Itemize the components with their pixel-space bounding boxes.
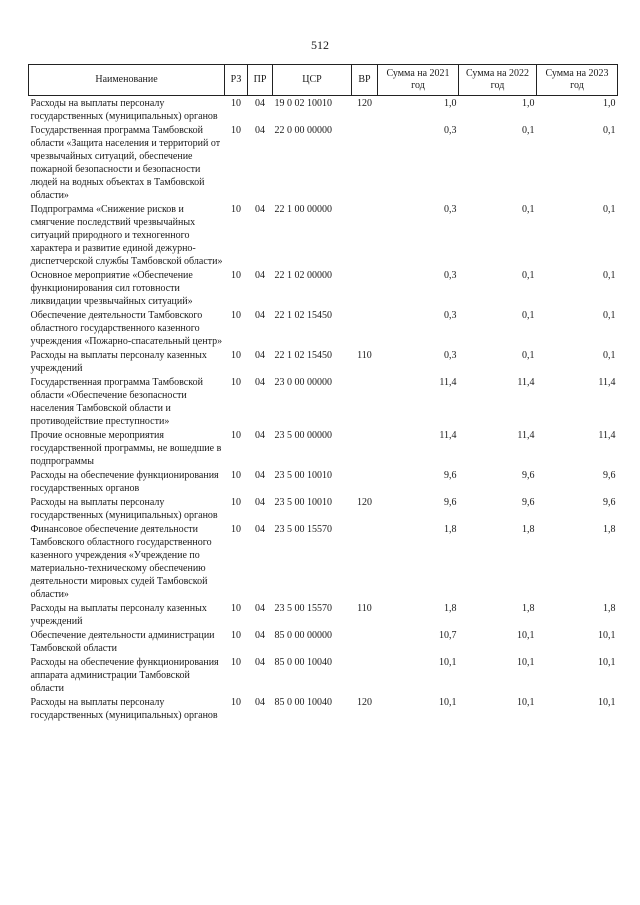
cell-sum-2021: 10,1 [439, 657, 457, 668]
cell-name: Основное мероприятие «Обеспечение функционирования сил готовности ликвидации чрезвычайных ситуаций» [30, 270, 193, 307]
cell-csr: 85 0 00 10040 [274, 657, 332, 668]
header-vr: ВР [352, 65, 378, 96]
cell-vr [352, 123, 378, 202]
cell-name: Государственная программа Тамбовской области «Обеспечение безопасности населения Тамбовской области и противодействие преступности» [30, 377, 203, 427]
header-sum-2022: Сумма на 2022 год [459, 65, 537, 96]
cell-pr: 04 [255, 204, 265, 215]
cell-name: Обеспечение деятельности администрации Тамбовской области [30, 630, 215, 654]
cell-vr [352, 522, 378, 601]
cell-sum-2021: 11,4 [439, 430, 457, 441]
cell-vr: 110 [357, 350, 372, 361]
table-row [29, 655, 618, 695]
cell-name: Подпрограмма «Снижение рисков и смягчение последствий чрезвычайных ситуаций природного и техногенного характера и развитие единой дежурно-диспетчерской службы Тамбовской области» [30, 204, 223, 267]
cell-sum-2022: 10,1 [517, 657, 535, 668]
cell-sum-2022: 9,6 [522, 497, 535, 508]
cell-rz: 10 [231, 697, 241, 708]
table-row [29, 268, 618, 308]
cell-sum-2023: 0,1 [603, 204, 616, 215]
header-pr: ПР [248, 65, 273, 96]
table-row [29, 695, 618, 722]
cell-sum-2023: 11,4 [598, 430, 616, 441]
table-row [29, 601, 618, 628]
cell-sum-2023: 0,1 [603, 350, 616, 361]
cell-rz: 10 [231, 377, 241, 388]
cell-sum-2021: 10,7 [439, 630, 457, 641]
header-sum-2021: Сумма на 2021 год [378, 65, 459, 96]
cell-pr: 04 [255, 125, 265, 136]
cell-csr: 22 0 00 00000 [274, 125, 332, 136]
cell-csr: 85 0 00 10040 [274, 697, 332, 708]
cell-vr [352, 428, 378, 468]
cell-vr [352, 202, 378, 268]
cell-sum-2021: 0,3 [444, 270, 457, 281]
cell-sum-2021: 10,1 [439, 697, 457, 708]
cell-pr: 04 [255, 98, 265, 109]
cell-csr: 22 1 00 00000 [274, 204, 332, 215]
cell-csr: 85 0 00 00000 [274, 630, 332, 641]
cell-sum-2022: 1,8 [522, 524, 535, 535]
cell-sum-2023: 0,1 [603, 125, 616, 136]
table-row [29, 495, 618, 522]
cell-vr: 120 [357, 98, 372, 109]
table-body [29, 96, 618, 723]
table-row [29, 96, 618, 124]
cell-csr: 19 0 02 10010 [274, 98, 332, 109]
cell-vr: 110 [357, 603, 372, 614]
cell-pr: 04 [255, 310, 265, 321]
cell-csr: 23 5 00 15570 [274, 603, 332, 614]
cell-sum-2022: 11,4 [517, 377, 535, 388]
table-row [29, 428, 618, 468]
cell-name: Обеспечение деятельности Тамбовского областного государственного казенного учреждения «Пожарно-спасательный центр» [30, 310, 223, 347]
cell-sum-2021: 0,3 [444, 350, 457, 361]
cell-name: Расходы на выплаты персоналу казенных учреждений [30, 603, 207, 627]
cell-sum-2022: 0,1 [522, 204, 535, 215]
cell-rz: 10 [231, 630, 241, 641]
cell-name: Расходы на выплаты персоналу государственных (муниципальных) органов [30, 98, 218, 122]
cell-sum-2022: 0,1 [522, 310, 535, 321]
cell-sum-2022: 0,1 [522, 125, 535, 136]
cell-sum-2022: 11,4 [517, 430, 535, 441]
table-row [29, 308, 618, 348]
cell-csr: 23 0 00 00000 [274, 377, 332, 388]
cell-sum-2022: 0,1 [522, 350, 535, 361]
cell-vr [352, 268, 378, 308]
cell-sum-2023: 10,1 [598, 630, 616, 641]
cell-sum-2021: 0,3 [444, 310, 457, 321]
table-row [29, 202, 618, 268]
cell-pr: 04 [255, 377, 265, 388]
cell-vr [352, 375, 378, 428]
cell-rz: 10 [231, 603, 241, 614]
table-row [29, 522, 618, 601]
cell-csr: 23 5 00 10010 [274, 497, 332, 508]
table-row [29, 123, 618, 202]
cell-csr: 22 1 02 15450 [274, 350, 332, 361]
table-row [29, 348, 618, 375]
cell-csr: 23 5 00 10010 [274, 470, 332, 481]
cell-rz: 10 [231, 204, 241, 215]
cell-sum-2022: 10,1 [517, 697, 535, 708]
cell-name: Прочие основные мероприятия государственной программы, не вошедшие в подпрограммы [30, 430, 222, 467]
cell-rz: 10 [231, 430, 241, 441]
cell-sum-2022: 1,0 [522, 98, 535, 109]
cell-pr: 04 [255, 657, 265, 668]
cell-name: Расходы на обеспечение функционирования государственных органов [30, 470, 219, 494]
cell-sum-2021: 11,4 [439, 377, 457, 388]
cell-vr: 120 [357, 497, 372, 508]
cell-sum-2021: 1,8 [444, 603, 457, 614]
cell-sum-2023: 1,8 [603, 603, 616, 614]
cell-name: Финансовое обеспечение деятельности Тамбовского областного государственного казенного учреждения «Учреждение по материально-техническому обеспечению деятельности мировых судей Тамбовской области» [30, 524, 212, 600]
cell-csr: 23 5 00 00000 [274, 430, 332, 441]
cell-pr: 04 [255, 630, 265, 641]
header-rz: РЗ [225, 65, 248, 96]
cell-csr: 22 1 02 15450 [274, 310, 332, 321]
header-name: Наименование [29, 65, 225, 96]
cell-name: Расходы на выплаты персоналу государственных (муниципальных) органов [30, 497, 218, 521]
cell-rz: 10 [231, 470, 241, 481]
cell-sum-2023: 10,1 [598, 697, 616, 708]
cell-sum-2023: 1,0 [603, 98, 616, 109]
cell-rz: 10 [231, 270, 241, 281]
cell-vr [352, 308, 378, 348]
cell-sum-2023: 1,8 [603, 524, 616, 535]
cell-sum-2021: 1,0 [444, 98, 457, 109]
cell-vr: 120 [357, 697, 372, 708]
cell-sum-2022: 9,6 [522, 470, 535, 481]
header-csr: ЦСР [273, 65, 352, 96]
cell-sum-2021: 9,6 [444, 497, 457, 508]
cell-pr: 04 [255, 430, 265, 441]
cell-sum-2023: 11,4 [598, 377, 616, 388]
cell-rz: 10 [231, 524, 241, 535]
cell-pr: 04 [255, 470, 265, 481]
cell-csr: 22 1 02 00000 [274, 270, 332, 281]
table-row [29, 375, 618, 428]
cell-sum-2023: 0,1 [603, 310, 616, 321]
cell-pr: 04 [255, 697, 265, 708]
cell-name: Государственная программа Тамбовской области «Защита населения и территорий от чрезвычайных ситуаций, обеспечение пожарной безопасности и безопасности людей на водных объектах в Тамбовской области» [30, 125, 221, 201]
cell-pr: 04 [255, 603, 265, 614]
cell-pr: 04 [255, 270, 265, 281]
cell-name: Расходы на выплаты персоналу казенных учреждений [30, 350, 207, 374]
cell-sum-2021: 1,8 [444, 524, 457, 535]
cell-rz: 10 [231, 310, 241, 321]
cell-name: Расходы на обеспечение функционирования аппарата администрации Тамбовской области [30, 657, 219, 694]
cell-sum-2022: 10,1 [517, 630, 535, 641]
cell-rz: 10 [231, 350, 241, 361]
cell-csr: 23 5 00 15570 [274, 524, 332, 535]
table-row [29, 628, 618, 655]
cell-sum-2023: 9,6 [603, 497, 616, 508]
cell-pr: 04 [255, 524, 265, 535]
header-sum-2023: Сумма на 2023 год [537, 65, 618, 96]
cell-rz: 10 [231, 657, 241, 668]
page-number: 512 [311, 38, 329, 52]
cell-sum-2023: 10,1 [598, 657, 616, 668]
cell-sum-2021: 0,3 [444, 125, 457, 136]
cell-sum-2023: 0,1 [603, 270, 616, 281]
cell-rz: 10 [231, 497, 241, 508]
budget-table [28, 64, 618, 722]
cell-pr: 04 [255, 497, 265, 508]
cell-pr: 04 [255, 350, 265, 361]
cell-rz: 10 [231, 125, 241, 136]
cell-vr [352, 655, 378, 695]
cell-vr [352, 628, 378, 655]
cell-sum-2022: 0,1 [522, 270, 535, 281]
cell-sum-2023: 9,6 [603, 470, 616, 481]
cell-rz: 10 [231, 98, 241, 109]
table-header-row [29, 65, 618, 96]
table-row [29, 468, 618, 495]
cell-sum-2021: 0,3 [444, 204, 457, 215]
cell-name: Расходы на выплаты персоналу государственных (муниципальных) органов [30, 697, 218, 721]
cell-sum-2022: 1,8 [522, 603, 535, 614]
cell-sum-2021: 9,6 [444, 470, 457, 481]
cell-vr [352, 468, 378, 495]
